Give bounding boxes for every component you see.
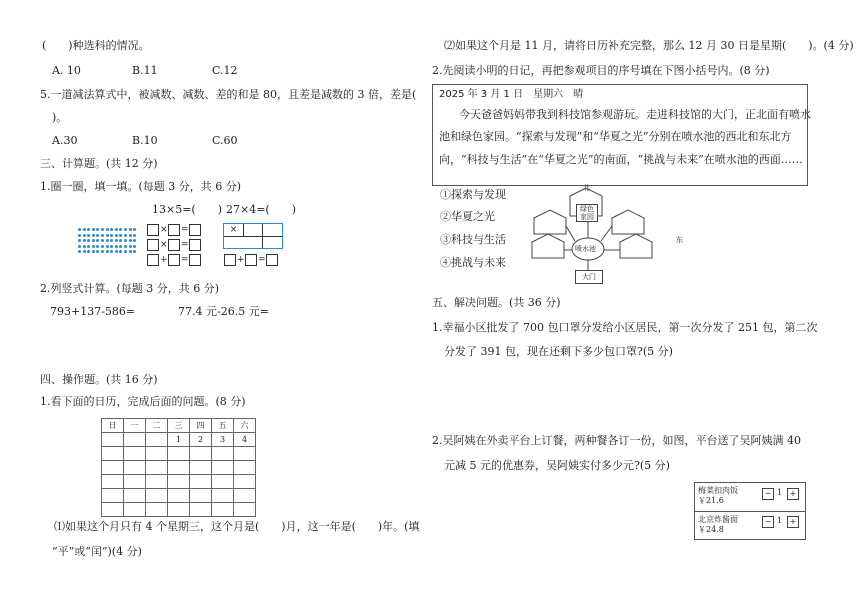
calendar-day-cell	[102, 433, 124, 447]
item-3: ③科技与生活	[440, 233, 506, 246]
dot	[96, 245, 99, 248]
dot	[124, 245, 127, 248]
calendar-header-cell: 三	[168, 419, 190, 433]
dot	[115, 250, 118, 253]
dot	[83, 239, 86, 242]
q4-1-sub2: ⑵如果这个月是 11 月，请将日历补充完整，那么 12 月 30 日是星期( )。(4 分)	[444, 39, 854, 52]
calendar-blank-cell[interactable]	[234, 503, 256, 517]
dot	[87, 250, 90, 253]
op-sign: ×	[160, 225, 168, 235]
dot	[106, 239, 109, 242]
diary-line: 今天爸爸妈妈带我到科技馆参观游玩。走进科技馆的大门，正北面有喷水	[459, 108, 811, 121]
q5-line2: )。	[52, 111, 68, 124]
quantity-value: 1	[777, 488, 783, 497]
order-card	[694, 482, 806, 540]
option-b: B.11	[132, 64, 158, 77]
dot	[115, 234, 118, 237]
dot	[78, 239, 81, 242]
dot	[124, 250, 127, 253]
blank-box[interactable]	[266, 254, 278, 266]
q3-1-title: 1.圈一圈，填一填。(每题 3 分，共 6 分)	[40, 180, 242, 193]
dot	[87, 245, 90, 248]
op-sign: =	[181, 225, 189, 235]
option-c: C.12	[212, 64, 238, 77]
calendar-blank-cell[interactable]	[234, 489, 256, 503]
blank-box[interactable]	[224, 254, 236, 266]
dot	[124, 239, 127, 242]
green-home-label: 绿色 家园	[576, 204, 598, 222]
dot	[133, 228, 136, 231]
dish-name: 梅菜扣肉饭	[698, 486, 738, 495]
calendar-header-cell: 二	[146, 419, 168, 433]
dot	[92, 234, 95, 237]
calendar-day-cell	[124, 433, 146, 447]
dot	[78, 228, 81, 231]
dot	[133, 239, 136, 242]
dot	[115, 239, 118, 242]
dot	[96, 239, 99, 242]
dot	[96, 234, 99, 237]
dot	[119, 250, 122, 253]
calendar-blank-cell[interactable]	[168, 447, 190, 461]
diary-date: 2025 年 3 月 1 日 星期六 晴	[439, 89, 584, 100]
blank-box[interactable]	[168, 239, 180, 251]
expr-27x4: 27×4=( )	[226, 203, 297, 216]
blank-box[interactable]	[245, 254, 257, 266]
dot	[83, 228, 86, 231]
q5-1-line1: 1.幸福小区批发了 700 包口罩分发给小区居民，第一次分发了 251 包，第二次	[432, 321, 818, 334]
q4-1-title: 1.看下面的日历，完成后面的问题。(8 分)	[40, 395, 246, 408]
calendar-blank-cell[interactable]	[212, 475, 234, 489]
op-sign: +	[237, 255, 245, 265]
gate-label: 大门	[575, 270, 603, 284]
calendar-blank-cell[interactable]	[168, 503, 190, 517]
calendar-blank-cell[interactable]	[102, 447, 124, 461]
blank-box[interactable]	[168, 224, 180, 236]
dot	[133, 234, 136, 237]
dot	[78, 250, 81, 253]
op-sign: =	[181, 240, 189, 250]
minus-button[interactable]: −	[762, 516, 774, 528]
q4-1-sub1-line1: ⑴如果这个月只有 4 个星期三，这个月是( )月，这一年是( )年。(填	[54, 520, 420, 533]
dot	[101, 245, 104, 248]
vertical-calc-1: 793+137-586=	[50, 305, 136, 318]
dot	[129, 239, 132, 242]
dot	[92, 228, 95, 231]
section3-title: 三、计算题。(共 12 分)	[40, 157, 158, 170]
quantity-value: 1	[777, 516, 783, 525]
dot	[106, 228, 109, 231]
dot	[119, 239, 122, 242]
dot	[92, 250, 95, 253]
op-sign: =	[258, 255, 266, 265]
q5-option-c: C.60	[212, 134, 238, 147]
blank-box[interactable]	[147, 224, 159, 236]
calendar-blank-cell[interactable]	[102, 475, 124, 489]
blank-box[interactable]	[147, 254, 159, 266]
plus-button[interactable]: +	[787, 516, 799, 528]
calendar-blank-cell[interactable]	[102, 461, 124, 475]
calendar-blank-cell[interactable]	[190, 475, 212, 489]
dish-price: ￥24.8	[698, 525, 724, 534]
plus-button[interactable]: +	[787, 488, 799, 500]
dot	[110, 239, 113, 242]
calendar-header-cell: 六	[234, 419, 256, 433]
diary-box	[432, 84, 811, 186]
dot	[124, 228, 127, 231]
dot	[115, 228, 118, 231]
calendar-blank-cell[interactable]	[146, 489, 168, 503]
calendar-blank-cell[interactable]	[190, 503, 212, 517]
calendar-blank-cell[interactable]	[168, 489, 190, 503]
fountain-label: 喷水池	[575, 245, 596, 253]
dot	[92, 245, 95, 248]
dot	[110, 228, 113, 231]
diary-line: 向，“科技与生活”在“华夏之光”的南面，“挑战与未来”在喷水池的西面……	[439, 153, 803, 166]
dot	[83, 245, 86, 248]
blank-box[interactable]	[189, 254, 201, 266]
blank-box[interactable]	[189, 239, 201, 251]
dot	[106, 234, 109, 237]
calendar-day-cell: 1	[168, 433, 190, 447]
north-label: 北	[583, 184, 590, 192]
multiplication-grid	[223, 223, 283, 249]
dot	[87, 239, 90, 242]
calendar-blank-cell[interactable]	[124, 489, 146, 503]
calendar-blank-cell[interactable]	[146, 503, 168, 517]
dot	[129, 228, 132, 231]
calendar-header-cell: 日	[102, 419, 124, 433]
expr-13x5: 13×5=( )	[152, 203, 223, 216]
section5-title: 五、解决问题。(共 36 分)	[432, 296, 561, 309]
calendar-blank-cell[interactable]	[102, 503, 124, 517]
museum-map	[528, 186, 688, 292]
dot	[110, 245, 113, 248]
dot	[101, 234, 104, 237]
dot	[133, 245, 136, 248]
calendar-header-cell: 一	[124, 419, 146, 433]
calendar-blank-cell[interactable]	[190, 489, 212, 503]
op-sign: +	[160, 255, 168, 265]
calendar-header-cell: 五	[212, 419, 234, 433]
dot	[115, 245, 118, 248]
dish-name: 北京炸酱面	[698, 515, 738, 524]
calendar-blank-cell[interactable]	[102, 489, 124, 503]
dot	[87, 228, 90, 231]
calendar-blank-cell[interactable]	[190, 447, 212, 461]
dot	[83, 234, 86, 237]
dot	[129, 234, 132, 237]
dot	[96, 250, 99, 253]
calendar-blank-cell[interactable]	[234, 447, 256, 461]
calendar-day-cell: 4	[234, 433, 256, 447]
dot	[83, 250, 86, 253]
dot	[119, 228, 122, 231]
q5-option-b: B.10	[132, 134, 158, 147]
calendar-blank-cell[interactable]	[234, 461, 256, 475]
dot	[119, 234, 122, 237]
dish-price: ￥21.6	[698, 496, 724, 505]
q5-2-line1: 2.吴阿姨在外卖平台上订餐，两种餐各订一份，如图，平台送了吴阿姨满 40	[432, 434, 801, 447]
calendar-day-cell	[146, 433, 168, 447]
calendar-blank-cell[interactable]	[168, 475, 190, 489]
blank-box[interactable]	[189, 224, 201, 236]
dot	[78, 234, 81, 237]
calendar-blank-cell[interactable]	[212, 503, 234, 517]
dot	[96, 228, 99, 231]
item-1: ①探索与发现	[440, 188, 506, 201]
section4-title: 四、操作题。(共 16 分)	[40, 373, 158, 386]
q5-1-line2: 分发了 391 包，现在还剩下多少包口罩?(5 分)	[444, 345, 673, 358]
calendar-blank-cell[interactable]	[146, 461, 168, 475]
dot	[78, 245, 81, 248]
dot	[133, 250, 136, 253]
calendar-blank-cell[interactable]	[212, 489, 234, 503]
dot	[87, 234, 90, 237]
calendar-blank-cell[interactable]	[168, 461, 190, 475]
east-label: 东	[676, 236, 683, 244]
q2-title: 2.先阅读小明的日记，再把参观项目的序号填在下图小括号内。(8 分)	[432, 64, 770, 77]
calendar-blank-cell[interactable]	[146, 447, 168, 461]
calendar-blank-cell[interactable]	[146, 475, 168, 489]
calendar-blank-cell[interactable]	[190, 461, 212, 475]
op-sign: ×	[160, 240, 168, 250]
dot	[124, 234, 127, 237]
calendar-blank-cell[interactable]	[212, 447, 234, 461]
dot	[101, 250, 104, 253]
calendar	[101, 418, 256, 517]
dot	[92, 239, 95, 242]
op-sign: =	[181, 255, 189, 265]
calendar-blank-cell[interactable]	[124, 475, 146, 489]
calendar-day-cell: 2	[190, 433, 212, 447]
dot	[106, 250, 109, 253]
calendar-day-cell: 3	[212, 433, 234, 447]
calendar-blank-cell[interactable]	[234, 475, 256, 489]
dot	[129, 245, 132, 248]
q3-2-title: 2.列竖式计算。(每题 3 分，共 6 分)	[40, 282, 220, 295]
minus-button[interactable]: −	[762, 488, 774, 500]
q5-option-a: A.30	[52, 134, 78, 147]
grid-x-sign: ×	[224, 224, 244, 237]
calendar-blank-cell[interactable]	[124, 447, 146, 461]
dot-array	[78, 228, 140, 258]
q4-tail: ( )种选科的情况。	[42, 39, 150, 52]
dot	[129, 250, 132, 253]
dot	[110, 250, 113, 253]
calendar-blank-cell[interactable]	[124, 461, 146, 475]
blank-box[interactable]	[147, 239, 159, 251]
calendar-header-cell: 四	[190, 419, 212, 433]
dot	[101, 239, 104, 242]
calendar-blank-cell[interactable]	[124, 503, 146, 517]
q5-line1: 5.一道减法算式中，被减数、减数、差的和是 80，且差是减数的 3 倍，差是(	[40, 88, 417, 101]
item-4: ④挑战与未来	[440, 256, 506, 269]
dot	[119, 245, 122, 248]
option-a: A. 10	[52, 64, 81, 77]
dot	[101, 228, 104, 231]
q5-2-line2: 元减 5 元的优惠券，吴阿姨实付多少元?(5 分)	[444, 459, 670, 472]
blank-box[interactable]	[168, 254, 180, 266]
item-2: ②华夏之光	[440, 210, 495, 223]
dot	[110, 234, 113, 237]
diary-line: 池和绿色家园。“探索与发现”和“华夏之光”分别在喷水池的西北和东北方	[439, 130, 792, 143]
q4-1-sub1-line2: “平”或“闰”)(4 分)	[52, 545, 142, 558]
dot	[106, 245, 109, 248]
vertical-calc-2: 77.4 元-26.5 元=	[178, 305, 269, 318]
calendar-blank-cell[interactable]	[212, 461, 234, 475]
